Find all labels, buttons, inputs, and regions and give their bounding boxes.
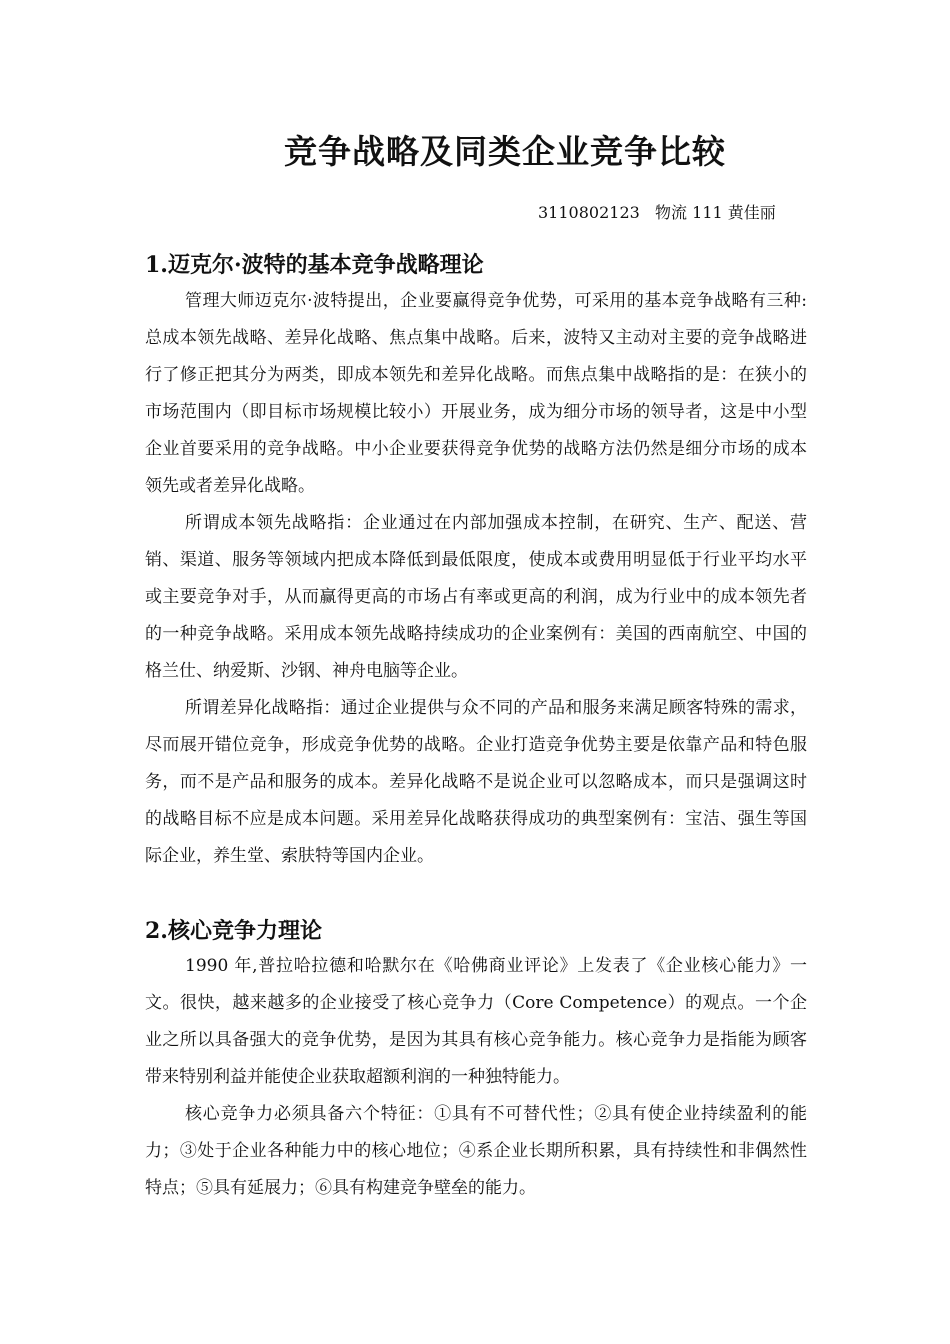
section-heading: 2.核心竞争力理论 [145, 918, 322, 944]
author-byline: 3110802123 物流 111 黄佳丽 [538, 203, 776, 222]
paragraph: 核心竞争力必须具备六个特征：①具有不可替代性；②具有使企业持续盈利的能力；③处于企业各种能力中的核心地位；④系企业长期所积累，具有持续性和非偶然性特点；⑤具有延展力；⑥具有构建竞争壁垒的能力。 [145, 1104, 807, 1198]
document-title: 竞争战略及同类企业竞争比较 [284, 132, 726, 171]
paragraph: 所谓成本领先战略指：企业通过在内部加强成本控制，在研究、生产、配送、营销、渠道、服务等领域内把成本降低到最低限度，使成本或费用明显低于行业平均水平或主要竞争对手，从而赢得更高的市场占有率或更高的利润，成为行业中的成本领先者的一种竞争战略。采用成本领先战略持续成功的企业案例有：美国的西南航空、中国的格兰仕、纳爱斯、沙钢、神舟电脑等企业。 [145, 513, 807, 681]
paragraph: 管理大师迈克尔·波特提出，企业要赢得竞争优势，可采用的基本竞争战略有三种:总成本领先战略、差异化战略、焦点集中战略。后来，波特又主动对主要的竞争战略进行了修正把其分为两类，即成本领先和差异化战略。而焦点集中战略指的是：在狭小的市场范围内（即目标市场规模比较小）开展业务，成为细分市场的领导者，这是中小型企业首要采用的竞争战略。中小企业要获得竞争优势的战略方法仍然是细分市场的成本领先或者差异化战略。 [145, 291, 807, 496]
paragraph: 1990 年,普拉哈拉德和哈默尔在《哈佛商业评论》上发表了《企业核心能力》一文。很快，越来越多的企业接受了核心竞争力（Core Competence）的观点。一个企业之所以具备强大的竞争优势，是因为其具有核心竞争能力。核心竞争力是指能为顾客带来特别利益并能使企业获取超额利润的一种独特能力。 [145, 956, 807, 1087]
section-heading: 1.迈克尔·波特的基本竞争战略理论 [145, 252, 484, 278]
paragraph: 所谓差异化战略指：通过企业提供与众不同的产品和服务来满足顾客特殊的需求，尽而展开错位竞争，形成竞争优势的战略。企业打造竞争优势主要是依靠产品和特色服务，而不是产品和服务的成本。差异化战略不是说企业可以忽略成本，而只是强调这时的战略目标不应是成本问题。采用差异化战略获得成功的典型案例有：宝洁、强生等国际企业，养生堂、索肤特等国内企业。 [145, 698, 807, 866]
